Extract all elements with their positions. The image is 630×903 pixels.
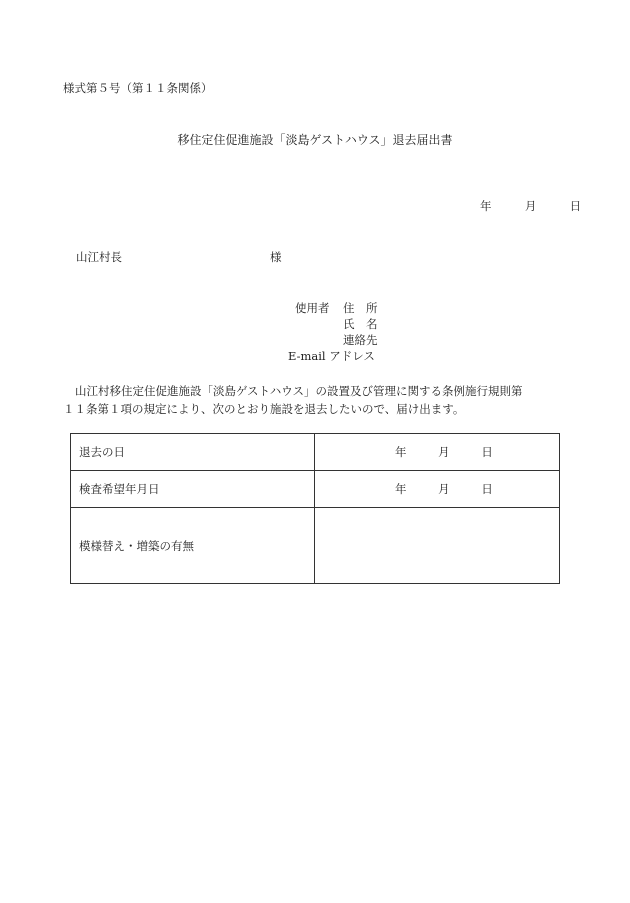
name-label: 氏 名 — [343, 317, 378, 331]
addressee-name: 山江村長 — [76, 250, 122, 264]
table-row — [71, 508, 560, 584]
notice-body — [63, 382, 563, 418]
row-value-inspection-date: 年 月 日 — [315, 471, 560, 508]
date-year-label: 年 — [480, 199, 492, 213]
row-value-renovation — [315, 508, 560, 584]
table-row — [71, 471, 560, 508]
row-label-inspection-date: 検査希望年月日 — [71, 471, 315, 508]
notice-line-1: 山江村移住定住促進施設「淡島ゲストハウス」の設置及び管理に関する条例施行規則第 — [75, 384, 523, 398]
address-label: 住 所 — [343, 301, 378, 315]
date-month-label: 月 — [524, 199, 537, 213]
document-title: 移住定住促進施設「淡島ゲストハウス」退去届出書 — [177, 133, 453, 147]
row-value-move-out-date: 年 月 日 — [315, 434, 560, 471]
row-label-renovation: 模様替え・増築の有無 — [71, 508, 315, 584]
form-number: 様式第５号（第１１条関係） — [63, 81, 213, 95]
table-row — [71, 434, 560, 471]
row-label-move-out-date: 退去の日 — [71, 434, 315, 471]
applicant-role: 使用者 — [295, 301, 330, 315]
notice-line-2: １１条第１項の規定により、次のとおり施設を退去したいので、届け出ます。 — [63, 402, 465, 416]
contact-label: 連絡先 — [343, 333, 378, 347]
move-out-table — [70, 433, 560, 584]
addressee-honorific: 様 — [270, 250, 282, 264]
submission-date — [480, 198, 581, 214]
email-label: E-mail アドレス — [288, 349, 375, 363]
date-day-label: 日 — [569, 199, 582, 213]
